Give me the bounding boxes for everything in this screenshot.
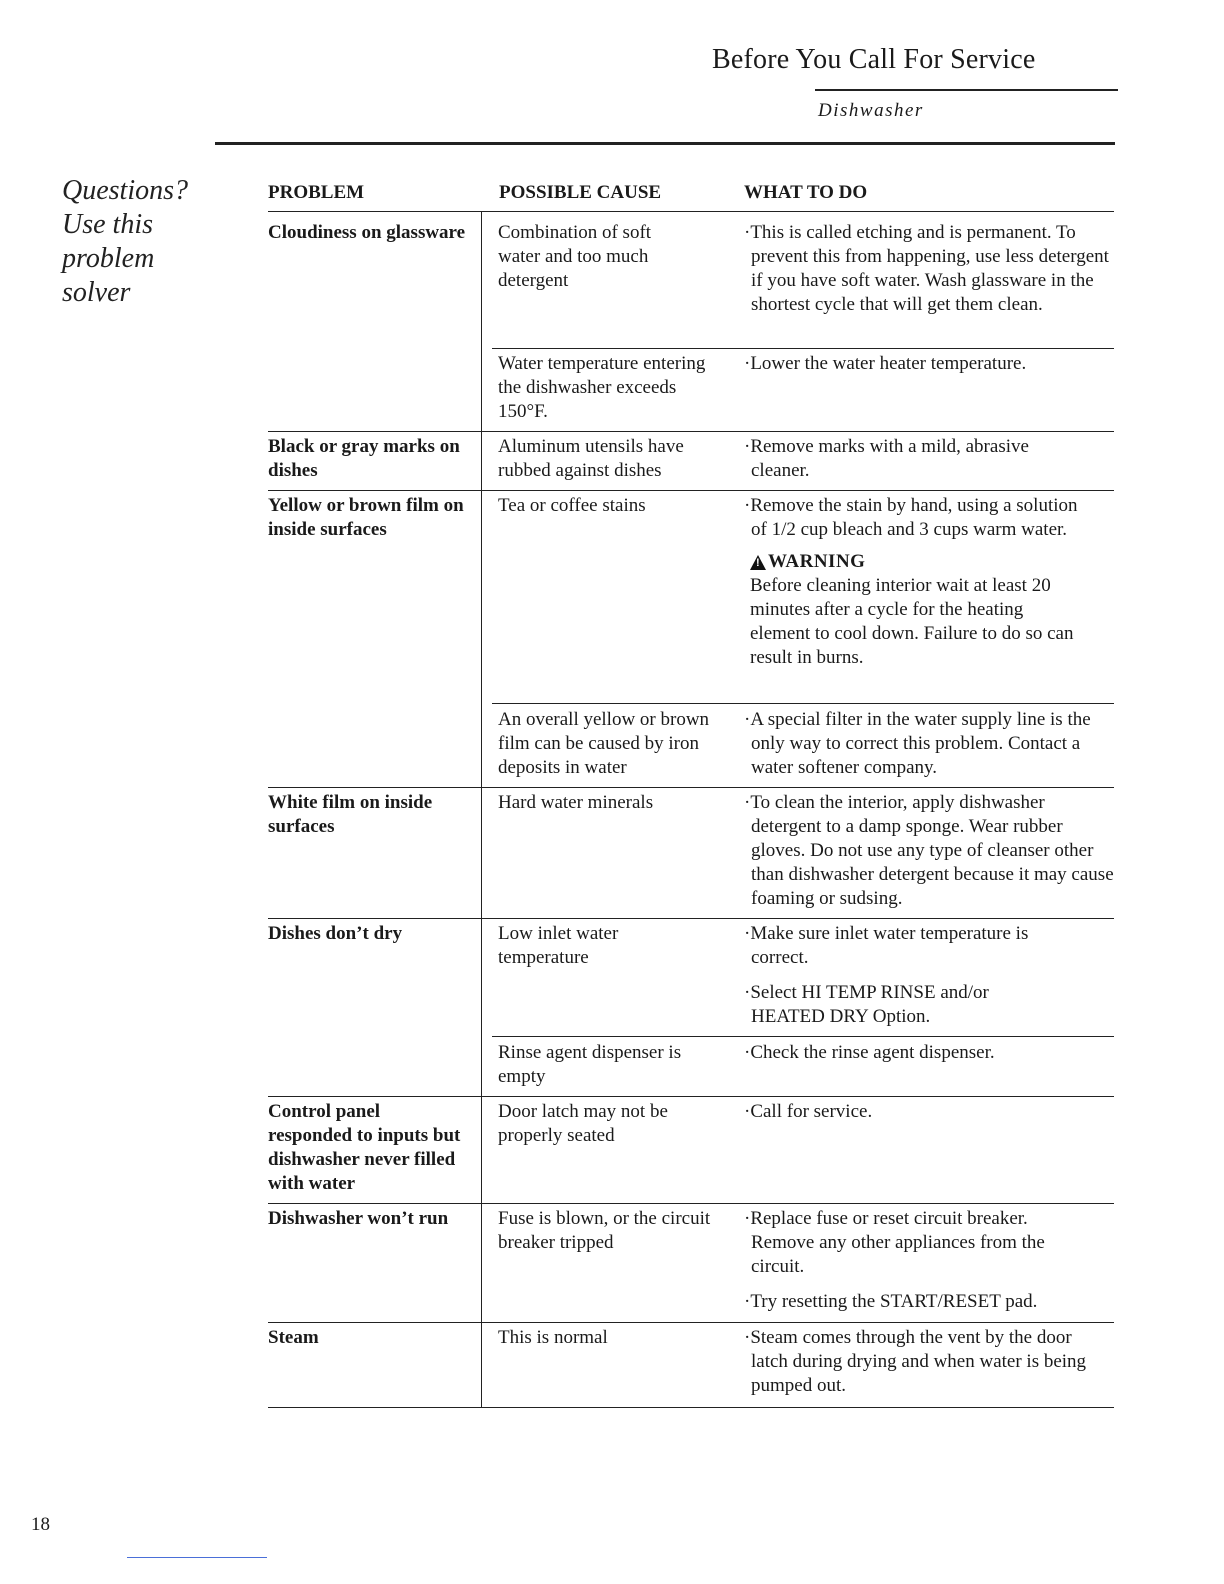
todo-item xyxy=(744,1100,1116,1124)
bullet: · xyxy=(744,222,751,243)
bullet: · xyxy=(744,1208,751,1229)
warning-text: Before cleaning interior wait at least 20 minutes after a cycle for the heating element to cool down. Failure to do so can result in burns. xyxy=(750,575,1074,668)
bullet: · xyxy=(744,923,751,944)
header-divider-short xyxy=(815,89,1118,91)
cause-cell: Aluminum utensils have rubbed against dishes xyxy=(498,436,684,481)
todo-cell xyxy=(744,435,1074,483)
warning-label: WARNING xyxy=(768,551,866,572)
todo-text: Make sure inlet water temperature is correct. xyxy=(750,923,1029,968)
table-row-rule xyxy=(268,431,1114,432)
todo-cell xyxy=(744,1207,1079,1314)
footer-link-underline[interactable] xyxy=(127,1557,267,1558)
sidebar-line: solver xyxy=(62,277,131,308)
todo-cell xyxy=(744,352,1116,376)
todo-item xyxy=(744,708,1104,780)
todo-cell xyxy=(744,708,1104,780)
todo-item xyxy=(744,1207,1079,1279)
bullet: · xyxy=(744,1327,751,1348)
bullet: · xyxy=(744,1291,751,1312)
todo-item xyxy=(744,1290,1079,1314)
todo-item xyxy=(744,221,1116,317)
sidebar-line: problem xyxy=(62,243,155,274)
cause-cell: Hard water minerals xyxy=(498,792,654,813)
todo-item xyxy=(744,494,1084,542)
problem-cell: White film on inside surfaces xyxy=(268,792,433,837)
bullet: · xyxy=(744,792,751,813)
todo-cell xyxy=(744,494,1084,670)
bullet: · xyxy=(744,982,751,1003)
table-row-rule xyxy=(268,1096,1114,1097)
todo-text: Lower the water heater temperature. xyxy=(750,353,1027,374)
todo-text: A special filter in the water supply line is the only way to correct this problem. Contact a water softener company. xyxy=(750,709,1091,778)
cause-cell: Rinse agent dispenser is empty xyxy=(498,1042,682,1087)
bullet: · xyxy=(744,436,751,457)
page-number: 18 xyxy=(31,1514,50,1535)
problem-cell: Black or gray marks on dishes xyxy=(268,436,460,481)
todo-text: Check the rinse agent dispenser. xyxy=(750,1042,995,1063)
bullet: · xyxy=(744,1042,751,1063)
problem-cell: Cloudiness on glassware xyxy=(268,222,466,243)
todo-cell xyxy=(744,922,1084,1029)
todo-item xyxy=(744,981,1051,1029)
todo-text: This is called etching and is permanent. To prevent this from happening, use less detergent if you have soft water. Wash glassware in the shortest cycle that will get them clean. xyxy=(750,222,1109,315)
todo-item xyxy=(744,1041,1116,1065)
todo-cell xyxy=(744,791,1116,911)
todo-cell xyxy=(744,221,1116,317)
todo-item xyxy=(744,352,1116,376)
table-sub-rule xyxy=(492,1036,1114,1037)
warning-heading xyxy=(750,550,1084,574)
problem-cell: Control panel responded to inputs but dishwasher never filled with water xyxy=(268,1101,461,1194)
sidebar-line: Use this xyxy=(62,209,153,240)
table-row-rule xyxy=(268,918,1114,919)
table-row-rule xyxy=(268,1203,1114,1204)
problem-cell: Yellow or brown film on inside surfaces xyxy=(268,495,464,540)
column-header-cause: POSSIBLE CAUSE xyxy=(499,182,662,203)
table-sub-rule xyxy=(492,348,1114,349)
todo-text: To clean the interior, apply dishwasher detergent to a damp sponge. Wear rubber gloves. Do not use any type of cleanser other than dishwasher detergent because it may cause foaming or sudsing. xyxy=(750,792,1114,909)
sidebar-line: Questions? xyxy=(62,175,188,206)
column-header-problem: PROBLEM xyxy=(268,182,365,203)
table-row-rule xyxy=(268,1322,1114,1323)
cause-cell: Water temperature entering the dishwasher exceeds 150°F. xyxy=(498,353,706,422)
cause-cell: Tea or coffee stains xyxy=(498,495,646,516)
table-column-divider xyxy=(481,212,482,1408)
cause-cell: This is normal xyxy=(498,1327,608,1348)
todo-cell xyxy=(744,1041,1116,1065)
bullet: · xyxy=(744,495,751,516)
cause-cell: Combination of soft water and too much detergent xyxy=(498,222,652,291)
todo-text: Select HI TEMP RINSE and/or HEATED DRY Option. xyxy=(750,982,989,1027)
todo-cell xyxy=(744,1100,1116,1124)
todo-cell xyxy=(744,1326,1109,1398)
table-row-rule xyxy=(268,490,1114,491)
problem-cell: Steam xyxy=(268,1327,319,1348)
table-row-rule xyxy=(268,787,1114,788)
table-sub-rule xyxy=(492,703,1114,704)
header-divider-long xyxy=(215,142,1115,145)
todo-item xyxy=(744,791,1116,911)
table-header-rule xyxy=(268,211,1114,212)
todo-item xyxy=(744,1326,1109,1398)
warning-triangle-icon xyxy=(750,555,766,570)
cause-cell: An overall yellow or brown film can be caused by iron deposits in water xyxy=(498,709,710,778)
table-bottom-rule xyxy=(268,1407,1114,1408)
todo-text: Remove the stain by hand, using a solution of 1/2 cup bleach and 3 cups warm water. xyxy=(750,495,1078,540)
cause-cell: Fuse is blown, or the circuit breaker tripped xyxy=(498,1208,711,1253)
cause-cell: Low inlet water temperature xyxy=(498,923,619,968)
bullet: · xyxy=(744,709,751,730)
column-header-todo: WHAT TO DO xyxy=(744,182,868,203)
todo-item xyxy=(744,922,1084,970)
todo-text: Try resetting the START/RESET pad. xyxy=(750,1291,1038,1312)
problem-cell: Dishwasher won’t run xyxy=(268,1208,449,1229)
todo-text: Replace fuse or reset circuit breaker. Remove any other appliances from the circuit. xyxy=(750,1208,1045,1277)
cause-cell: Door latch may not be properly seated xyxy=(498,1101,668,1146)
bullet: · xyxy=(744,1101,751,1122)
sidebar-title xyxy=(62,174,222,310)
problem-cell: Dishes don’t dry xyxy=(268,923,403,944)
page-header-subtitle: Dishwasher xyxy=(818,100,924,121)
todo-text: Steam comes through the vent by the door latch during drying and when water is being pumped out. xyxy=(750,1327,1087,1396)
page-header-title: Before You Call For Service xyxy=(712,44,1036,75)
todo-text: Remove marks with a mild, abrasive cleaner. xyxy=(750,436,1029,481)
todo-text: Call for service. xyxy=(750,1101,873,1122)
todo-item xyxy=(744,435,1074,483)
bullet: · xyxy=(744,353,751,374)
